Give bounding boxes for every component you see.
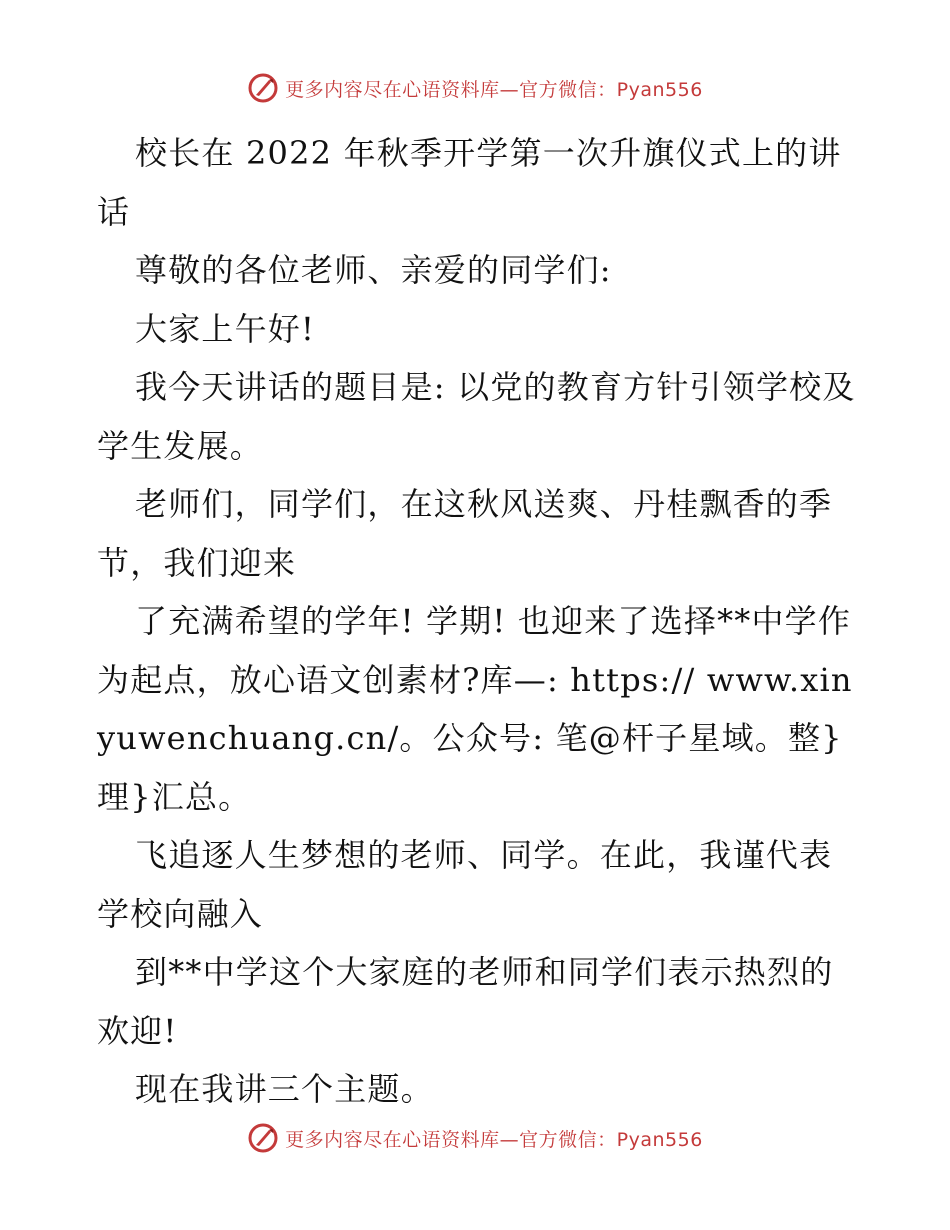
watermark-text: 更多内容尽在心语资料库—官方微信：Pyan556 [285,78,703,101]
watermark-text: 更多内容尽在心语资料库—官方微信：Pyan556 [285,1128,703,1151]
speech-title: 校长在 2022 年秋季开学第一次升旗仪式上的讲话 [97,134,842,231]
paragraph: 飞追逐人生梦想的老师、同学。在此，我谨代表学校向融入 [97,836,833,933]
document-body [97,124,857,1119]
feather-pen-icon [247,72,279,104]
paragraph: 现在我讲三个主题。 [135,1070,434,1108]
greeting: 大家上午好! [135,309,316,348]
footer-watermark [0,1122,950,1154]
header-watermark [0,72,950,104]
salutation: 尊敬的各位老师、亲爱的同学们: [135,251,612,289]
paragraph: 我今天讲话的题目是: 以党的教育方针引领学校及学生发展。 [97,368,856,465]
paragraph: 到**中学这个大家庭的老师和同学们表示热烈的欢迎! [97,953,834,1050]
paragraph: 了充满希望的学年! 学期! 也迎来了选择**中学作为起点，放心语文创素材?库—: https:// www.xinyuwenchuang.cn/。公众号: 笔@杆子星域。整}理}汇总。 [97,602,853,816]
paragraph: 老师们，同学们，在这秋风送爽、丹桂飘香的季节，我们迎来 [97,485,833,582]
feather-pen-icon [247,1122,279,1154]
